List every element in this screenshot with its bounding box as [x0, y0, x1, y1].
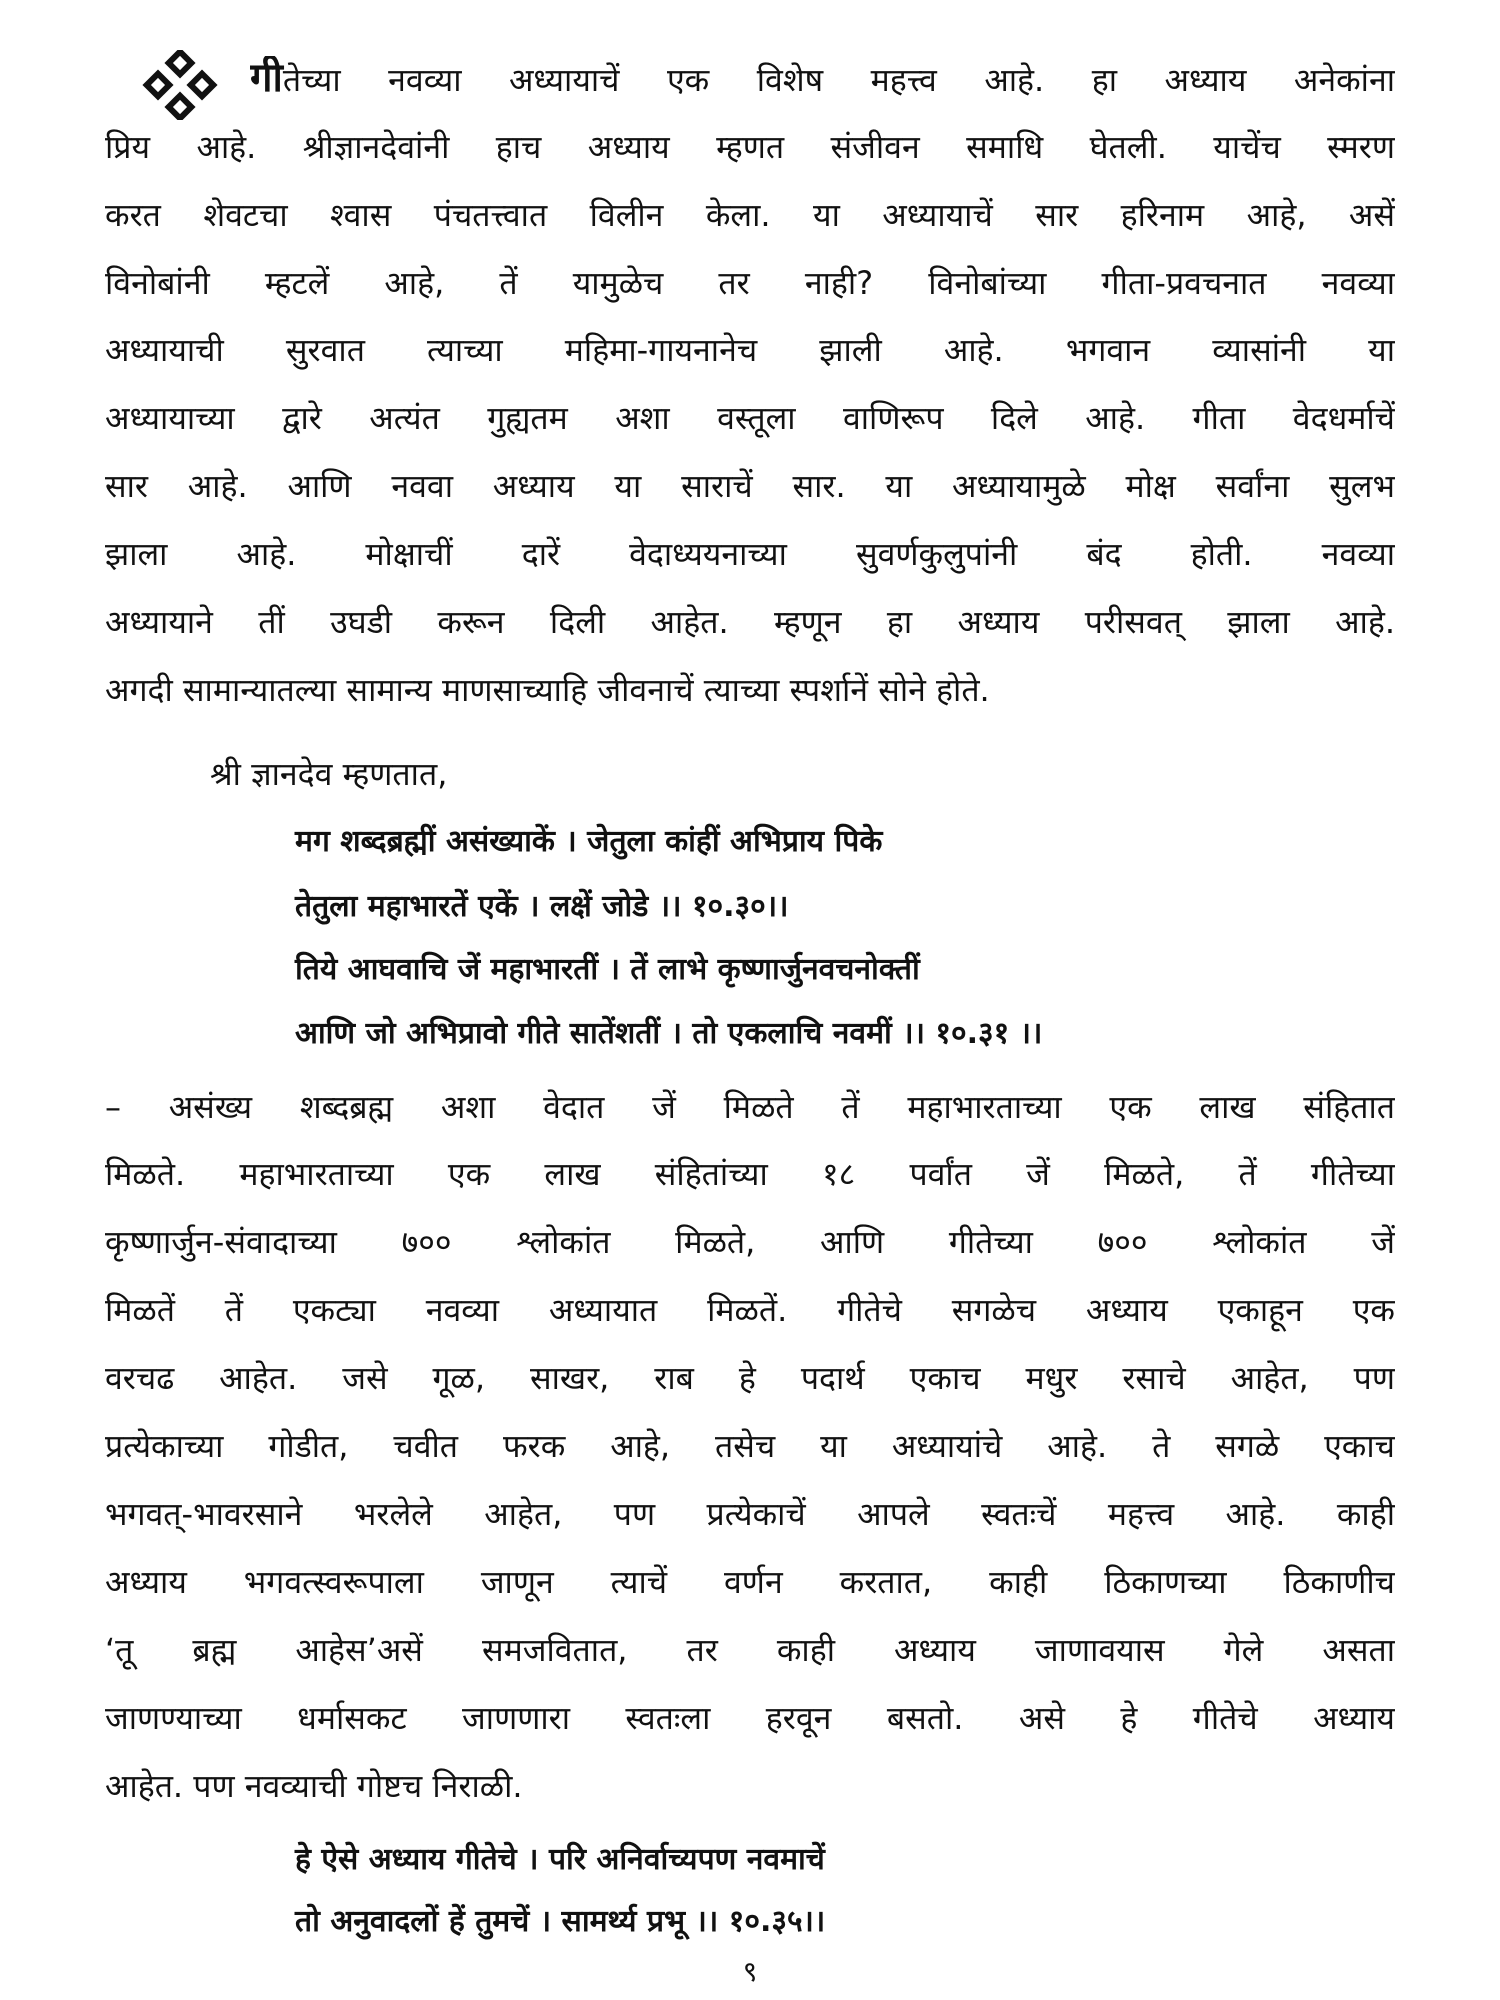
- intro-line-7: सार आहे. आणि नववा अध्याय या साराचें सार. या अध्यायामुळे मोक्ष सर्वांना सुलभ: [105, 467, 1395, 505]
- verse-line: तो अनुवादलों हें तुमचें । सामर्थ्य प्रभू ।। १०.३५।।: [295, 1904, 826, 1939]
- verse-line: तेतुला महाभारतें एकें । लक्षें जोडे ।। १०.३०।।: [295, 889, 789, 924]
- verse-line: आणि जो अभिप्रावो गीते सातेंशतीं । तो एकलाचि नवमीं ।। १०.३१ ।।: [295, 1016, 1043, 1051]
- verse-line: तिये आघवाचि जें महाभारतीं । तें लाभे कृष्णार्जुनवचनोक्तीं: [295, 952, 920, 987]
- intro-line-2: प्रिय आहे. श्रीज्ञानदेवांनी हाच अध्याय म्हणत संजीवन समाधि घेतली. याचेंच स्मरण: [105, 128, 1395, 166]
- page-number: ९: [742, 1955, 758, 1988]
- body-line-8: अध्याय भगवत्स्वरूपाला जाणून त्याचें वर्णन करतात, काही ठिकाणच्या ठिकाणीच: [105, 1563, 1395, 1601]
- verse-line: मग शब्दब्रह्मीं असंख्याकें । जेतुला कांहीं अभिप्राय पिके: [295, 824, 883, 859]
- speaker-line: श्री ज्ञानदेव म्हणतात,: [210, 755, 448, 793]
- four-diamond-ornament-icon: [140, 50, 220, 120]
- body-line-9: ‘तू ब्रह्म आहेस’असें समजवितात, तर काही अध्याय जाणावयास गेले असता: [105, 1631, 1395, 1669]
- body-line-6: प्रत्येकाच्या गोडीत, चवीत फरक आहे, तसेच या अध्यायांचे आहे. ते सगळे एकाच: [105, 1427, 1395, 1465]
- intro-line-10: अगदी सामान्यातल्या सामान्य माणसाच्याहि जीवनाचें त्याच्या स्पर्शानें सोने होते.: [105, 671, 990, 709]
- body-line-1: – असंख्य शब्दब्रह्म अशा वेदात जें मिळते तें महाभारताच्या एक लाख संहितात: [105, 1088, 1395, 1126]
- body-line-10: जाणण्याच्या धर्मासकट जाणणारा स्वतःला हरवून बसतो. असे हे गीतेचे अध्याय: [105, 1699, 1395, 1737]
- intro-line-1: गीतेच्या नवव्या अध्यायाचें एक विशेष महत्त्व आहे. हा अध्याय अनेकांना: [250, 56, 1395, 101]
- intro-line-4: विनोबांनी म्हटलें आहे, तें यामुळेच तर नाही? विनोबांच्या गीता-प्रवचनात नवव्या: [105, 264, 1395, 302]
- body-line-5: वरचढ आहेत. जसे गूळ, साखर, राब हे पदार्थ एकाच मधुर रसाचे आहेत, पण: [105, 1359, 1395, 1397]
- intro-line-5: अध्यायाची सुरवात त्याच्या महिमा-गायनानेच झाली आहे. भगवान व्यासांनी या: [105, 331, 1395, 369]
- drop-cap: गी: [250, 56, 283, 101]
- body-line-4: मिळतें तें एकट्या नवव्या अध्यायात मिळतें. गीतेचे सगळेच अध्याय एकाहून एक: [105, 1291, 1395, 1329]
- body-line-2: मिळते. महाभारताच्या एक लाख संहितांच्या १८ पर्वांत जें मिळते, तें गीतेच्या: [105, 1155, 1395, 1193]
- intro-line-8: झाला आहे. मोक्षाचीं दारें वेदाध्ययनाच्या सुवर्णकुलुपांनी बंद होती. नवव्या: [105, 535, 1395, 573]
- body-line-7: भगवत्-भावरसाने भरलेले आहेत, पण प्रत्येकाचें आपले स्वतःचें महत्त्व आहे. काही: [105, 1495, 1395, 1533]
- body-line-3: कृष्णार्जुन-संवादाच्या ७०० श्लोकांत मिळते, आणि गीतेच्या ७०० श्लोकांत जें: [105, 1223, 1395, 1261]
- intro-line-9: अध्यायाने तीं उघडी करून दिली आहेत. म्हणून हा अध्याय परीसवत् झाला आहे.: [105, 603, 1395, 641]
- body-line-11: आहेत. पण नवव्याची गोष्टच निराळी.: [105, 1767, 523, 1805]
- intro-line-6: अध्यायाच्या द्वारे अत्यंत गुह्यतम अशा वस्तूला वाणिरूप दिले आहे. गीता वेदधर्माचें: [105, 399, 1395, 437]
- intro-line-3: करत शेवटचा श्‍वास पंचतत्त्वात विलीन केला. या अध्यायाचें सार हरिनाम आहे, असें: [105, 196, 1395, 234]
- verse-line: हे ऐसे अध्याय गीतेचे । परि अनिर्वाच्यपण नवमाचें: [295, 1842, 825, 1877]
